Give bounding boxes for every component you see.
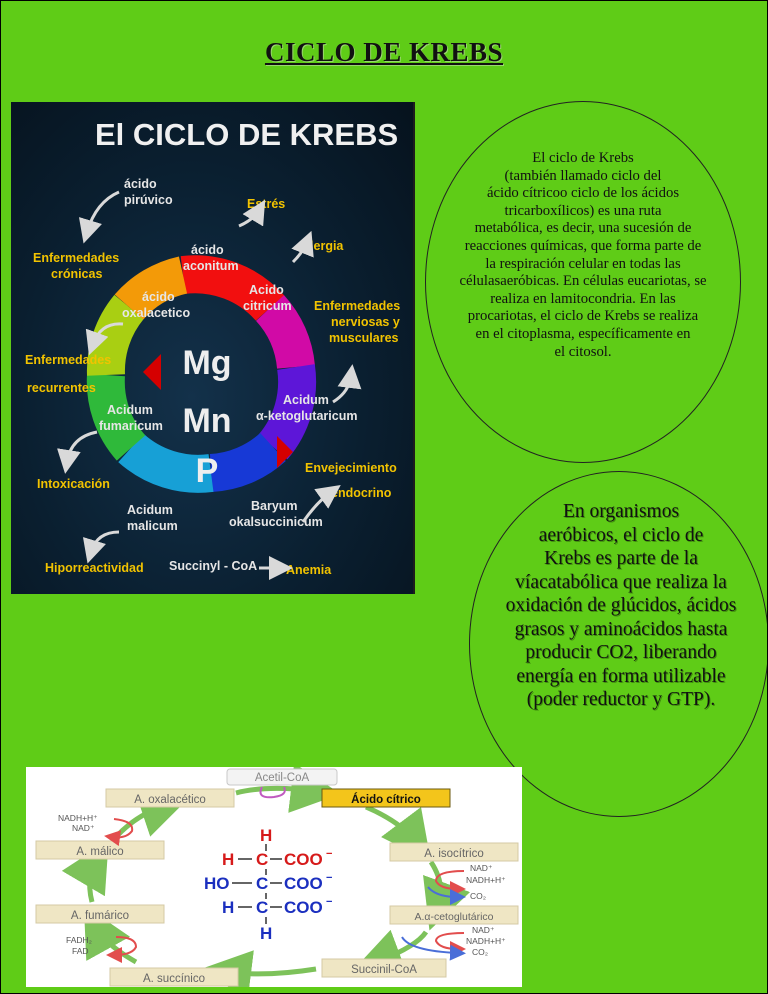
poster-label: crónicas — [51, 267, 103, 281]
mol-r1-c: C — [256, 850, 269, 869]
poster-label: fumaricum — [99, 419, 163, 433]
page-title: CICLO DE KREBS — [264, 37, 504, 67]
poster-label: pirúvico — [124, 193, 173, 207]
poster-label: Anemia — [286, 563, 332, 577]
poster-label: Alergia — [301, 239, 344, 253]
poster-label: ácido — [142, 290, 175, 304]
text-line: producir CO2, liberando — [525, 642, 717, 663]
poster-label: Acido — [249, 283, 284, 297]
poster-label: oxalacetico — [122, 306, 191, 320]
text-line: energía en forma utilizable — [516, 665, 726, 687]
poster-center-mg: Mg — [182, 344, 232, 382]
node-fumarico: A. fumárico — [70, 910, 130, 922]
mol-r2-c: C — [256, 874, 269, 893]
poster-label: α-ketoglutaricum — [256, 409, 358, 423]
poster-label: nerviosas y — [331, 315, 400, 329]
mol-minus: − — [326, 896, 333, 908]
poster-heading: El CICLO DE KREBS — [95, 117, 399, 152]
poster-label: ácido — [124, 177, 157, 191]
poster-label: Acidum — [127, 503, 173, 517]
text-line: víacatabólica que realiza la — [515, 571, 727, 593]
text-line: El ciclo de Krebs — [532, 150, 634, 166]
cofactor-label: CO₂ — [472, 947, 489, 957]
text-line: grasos y aminoácidos hasta — [514, 618, 728, 640]
krebs-cycle-diagram — [26, 767, 522, 987]
cofactor-label: NAD⁺ — [72, 823, 95, 833]
mol-r3-right: COO — [284, 898, 323, 917]
acetil-coa-label: Acetil-CoA — [254, 772, 310, 784]
mol-minus: − — [326, 872, 333, 884]
text-line: (también llamado ciclo del — [504, 167, 662, 184]
cofactor-label: FAD — [72, 946, 89, 956]
cofactor-label: FADH₂ — [66, 935, 92, 945]
text-line: ácido cítricoo ciclo de los ácidos — [486, 185, 680, 202]
poster-label: Hiporreactividad — [45, 561, 144, 575]
mol-minus: − — [326, 848, 333, 860]
cofactor-label: NAD⁺ — [470, 863, 493, 873]
mol-r2-left: HO — [204, 874, 230, 893]
krebs-poster-image — [11, 102, 415, 594]
poster-label: okalsuccinicum — [229, 515, 323, 529]
poster-label: Enfermedades — [25, 353, 112, 367]
text-line: reacciones químicas, que forma parte de — [464, 237, 702, 254]
node-cetoglutarico: A.α-cetoglutárico — [414, 911, 494, 923]
node-succinico: A. succínico — [143, 973, 205, 985]
text-line: el citosol. — [554, 343, 612, 360]
poster-label: Enfermedades — [314, 299, 401, 313]
info-oval-aerobic — [469, 471, 767, 817]
text-line: aeróbicos, el ciclo de — [538, 524, 704, 546]
info-oval-definition — [425, 101, 741, 463]
poster-label: malicum — [127, 519, 178, 533]
definition-text — [426, 150, 740, 361]
aerobic-text — [480, 500, 762, 712]
text-line: célulasaeróbicas. En células eucariotas, se — [459, 273, 707, 290]
text-line: Krebs es parte de la — [544, 548, 698, 569]
mol-h-bottom: H — [260, 924, 273, 943]
text-line: (poder reductor y GTP). — [526, 689, 716, 710]
cofactor-label: CO₂ — [470, 891, 487, 901]
poster-label: endocrino — [331, 486, 392, 500]
page — [1, 1, 767, 993]
mol-r3-left: H — [222, 898, 235, 917]
mol-r1-right: COO — [284, 850, 323, 869]
poster-center-p: P — [195, 452, 219, 490]
poster-label: musculares — [329, 331, 399, 345]
cofactor-label: NADH+H⁺ — [58, 813, 98, 823]
poster-label: Intoxicación — [37, 477, 110, 491]
poster-label: Baryum — [251, 499, 298, 513]
node-citrico: Ácido cítrico — [351, 794, 421, 806]
text-line: realiza en lamitocondria. En las — [490, 290, 676, 307]
poster-label: ácido — [191, 243, 224, 257]
poster-center-mn: Mn — [182, 402, 232, 440]
text-line: la respiración celular en todas las — [485, 255, 681, 272]
poster-label: recurrentes — [27, 381, 96, 395]
mol-r1-left: H — [222, 850, 235, 869]
mol-r2-right: COO — [284, 874, 323, 893]
poster-label: aconitum — [183, 259, 239, 273]
mol-r3-c: C — [256, 898, 269, 917]
text-line: En organismos — [562, 501, 680, 522]
poster-label: citricum — [243, 299, 292, 313]
text-line: en el citoplasma, específicamente en — [475, 325, 691, 342]
node-succinil-coa: Succinil-CoA — [351, 964, 417, 976]
text-line: tricarboxílicos) es una ruta — [504, 202, 662, 219]
text-line: procariotas, el ciclo de Krebs se realiza — [467, 308, 699, 325]
cofactor-label: NAD⁺ — [472, 925, 495, 935]
node-oxalacetico: A. oxalacético — [134, 794, 206, 806]
text-line: oxidación de glúcidos, ácidos — [505, 595, 737, 616]
text-line: metabólica, es decir, una sucesión de — [474, 220, 692, 237]
poster-label: Enfermedades — [33, 251, 120, 265]
cofactor-label: NADH+H⁺ — [466, 936, 506, 946]
node-isocitrico: A. isocítrico — [424, 848, 484, 860]
poster-label: Envejecimiento — [305, 461, 397, 475]
mol-h-top: H — [260, 826, 273, 845]
poster-label: Succinyl - CoA — [169, 559, 258, 573]
poster-label: Estrés — [247, 197, 286, 211]
cofactor-label: NADH+H⁺ — [466, 875, 506, 885]
poster-label: Acidum — [283, 393, 329, 407]
poster-label: Acidum — [107, 403, 153, 417]
node-malico: A. málico — [76, 846, 124, 858]
